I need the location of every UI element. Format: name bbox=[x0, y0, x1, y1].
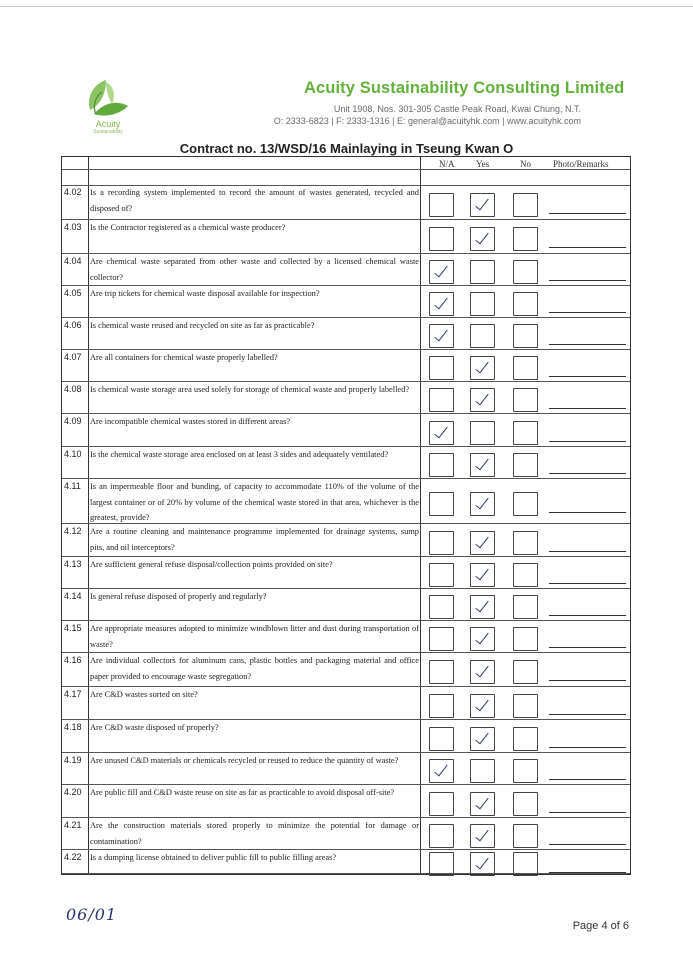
checkbox-yes[interactable] bbox=[470, 759, 495, 783]
remarks-line bbox=[549, 779, 626, 780]
checkbox-yes[interactable] bbox=[470, 563, 495, 587]
company-contact: O: 2333-6823 | F: 2333-1316 | E: general@acuityhk.com | www.acuityhk.com bbox=[273, 116, 581, 126]
checkbox-no[interactable] bbox=[513, 759, 538, 783]
column-header-remarks: Photo/Remarks bbox=[553, 159, 609, 169]
table-row bbox=[62, 447, 630, 479]
row-number: 4.02 bbox=[64, 187, 82, 197]
checkbox-na[interactable] bbox=[429, 492, 454, 516]
remarks-line bbox=[549, 680, 626, 681]
checkbox-no[interactable] bbox=[513, 227, 538, 251]
row-number: 4.14 bbox=[64, 591, 82, 601]
row-number: 4.06 bbox=[64, 320, 82, 330]
remarks-line bbox=[549, 512, 626, 513]
checkbox-no[interactable] bbox=[513, 694, 538, 718]
row-question: Are all containers for chemical waste properly labelled? bbox=[90, 353, 278, 362]
checkbox-na[interactable] bbox=[429, 193, 454, 217]
table-row bbox=[62, 850, 630, 874]
checkbox-no[interactable] bbox=[513, 260, 538, 284]
checkbox-yes[interactable] bbox=[470, 660, 495, 684]
checkbox-na[interactable] bbox=[429, 421, 454, 445]
remarks-line bbox=[549, 312, 626, 313]
row-number: 4.13 bbox=[64, 559, 82, 569]
remarks-line bbox=[549, 408, 626, 409]
checkbox-no[interactable] bbox=[513, 324, 538, 348]
checkbox-no[interactable] bbox=[513, 453, 538, 477]
checkbox-no[interactable] bbox=[513, 356, 538, 380]
table-row bbox=[62, 382, 630, 414]
column-header-no: No bbox=[520, 159, 531, 169]
logo-wordmark bbox=[80, 119, 136, 135]
row-question: Are a routine cleaning and maintenance programme implemented for drainage systems, sump pits, and oil interceptors? bbox=[90, 527, 419, 552]
row-divider bbox=[62, 873, 630, 874]
row-question: Is an impermeable floor and bunding, of capacity to accommodate 110% of the volume of the largest container or of 20% by volume of the chemical waste stored in that area, whichever is the greatest, provide? bbox=[90, 482, 419, 522]
table-row bbox=[62, 220, 630, 254]
checkbox-yes[interactable] bbox=[470, 193, 495, 217]
row-question: Are chemical waste separated from other waste and collected by a licensed chemical waste collector? bbox=[90, 257, 419, 282]
table-row bbox=[62, 621, 630, 653]
row-question: Is a dumping license obtained to deliver public fill to public filling areas? bbox=[90, 853, 337, 862]
checkbox-na[interactable] bbox=[429, 453, 454, 477]
table-row bbox=[62, 753, 630, 785]
row-question: Are trip tickets for chemical waste disposal available for inspection? bbox=[90, 289, 320, 298]
checklist-table bbox=[61, 156, 631, 875]
row-number: 4.05 bbox=[64, 288, 82, 298]
remarks-line bbox=[549, 714, 626, 715]
checkbox-no[interactable] bbox=[513, 727, 538, 751]
checkbox-no[interactable] bbox=[513, 492, 538, 516]
handwritten-date: 06/01 bbox=[66, 905, 118, 924]
remarks-line bbox=[549, 376, 626, 377]
row-question: Is chemical waste reused and recycled on site as far as practicable? bbox=[90, 321, 315, 330]
remarks-line bbox=[549, 344, 626, 345]
checkbox-yes[interactable] bbox=[470, 694, 495, 718]
header-divider bbox=[62, 169, 630, 170]
row-question: Are appropriate measures adopted to minimize windblown litter and dust during transportation of waste? bbox=[90, 624, 419, 649]
remarks-line bbox=[549, 280, 626, 281]
row-question: Are incompatible chemical wastes stored in different areas? bbox=[90, 417, 291, 426]
checkbox-yes[interactable] bbox=[470, 727, 495, 751]
checkbox-yes[interactable] bbox=[470, 292, 495, 316]
row-question: Is chemical waste storage area used solely for storage of chemical waste and properly labelled? bbox=[90, 385, 410, 394]
checkbox-na[interactable] bbox=[429, 792, 454, 816]
table-row bbox=[62, 286, 630, 318]
row-number: 4.15 bbox=[64, 623, 82, 633]
row-number: 4.19 bbox=[64, 755, 82, 765]
row-number: 4.21 bbox=[64, 820, 82, 830]
row-question: Are C&D waste disposed of properly? bbox=[90, 723, 219, 732]
checkbox-no[interactable] bbox=[513, 627, 538, 651]
table-row bbox=[62, 720, 630, 753]
remarks-line bbox=[549, 473, 626, 474]
checkbox-no[interactable] bbox=[513, 292, 538, 316]
remarks-line bbox=[549, 615, 626, 616]
checkbox-na[interactable] bbox=[429, 324, 454, 348]
table-row bbox=[62, 785, 630, 818]
company-name: Acuity Sustainability Consulting Limited bbox=[304, 79, 625, 97]
row-question: Are public fill and C&D waste reuse on site as far as practicable to avoid disposal off-site? bbox=[90, 788, 395, 797]
row-number: 4.16 bbox=[64, 655, 82, 665]
table-row bbox=[62, 414, 630, 447]
checkbox-no[interactable] bbox=[513, 792, 538, 816]
row-number: 4.04 bbox=[64, 256, 82, 266]
checkbox-no[interactable] bbox=[513, 421, 538, 445]
checkbox-no[interactable] bbox=[513, 595, 538, 619]
row-number: 4.17 bbox=[64, 689, 82, 699]
checkbox-yes[interactable] bbox=[470, 824, 495, 848]
row-number: 4.22 bbox=[64, 852, 82, 862]
checkbox-yes[interactable] bbox=[470, 792, 495, 816]
remarks-line bbox=[549, 812, 626, 813]
row-number: 4.09 bbox=[64, 416, 82, 426]
checkbox-na[interactable] bbox=[429, 727, 454, 751]
row-question: Is the chemical waste storage area enclosed on at least 3 sides and adequately ventilated? bbox=[90, 450, 389, 459]
row-question: Is a recording system implemented to record the amount of wastes generated, recycled and disposed of? bbox=[90, 188, 419, 213]
row-number: 4.11 bbox=[64, 481, 81, 491]
checkbox-na[interactable] bbox=[429, 531, 454, 555]
checkbox-na[interactable] bbox=[429, 227, 454, 251]
checkbox-na[interactable] bbox=[429, 260, 454, 284]
checkbox-no[interactable] bbox=[513, 563, 538, 587]
checkbox-na[interactable] bbox=[429, 388, 454, 412]
checkbox-na[interactable] bbox=[429, 356, 454, 380]
row-question: Are sufficient general refuse disposal/collection points provided on site? bbox=[90, 560, 333, 569]
checkbox-yes[interactable] bbox=[470, 260, 495, 284]
checkbox-no[interactable] bbox=[513, 388, 538, 412]
page-number: Page 4 of 6 bbox=[572, 920, 629, 932]
remarks-line bbox=[549, 747, 626, 748]
remarks-line bbox=[549, 441, 626, 442]
remarks-line bbox=[549, 647, 626, 648]
checkbox-na[interactable] bbox=[429, 660, 454, 684]
row-number: 4.18 bbox=[64, 722, 82, 732]
checkbox-yes[interactable] bbox=[470, 421, 495, 445]
row-question: Are individual collectors for aluminum cans, plastic bottles and packaging material and office paper provided to encourage waste segregation? bbox=[90, 656, 419, 681]
checkbox-yes[interactable] bbox=[470, 595, 495, 619]
table-row bbox=[62, 524, 630, 557]
remarks-line bbox=[549, 247, 626, 248]
table-row bbox=[62, 653, 630, 687]
remarks-line bbox=[549, 844, 626, 845]
row-number: 4.07 bbox=[64, 352, 82, 362]
checkbox-yes[interactable] bbox=[470, 531, 495, 555]
row-number: 4.12 bbox=[64, 526, 82, 536]
table-row bbox=[62, 254, 630, 286]
checkbox-na[interactable] bbox=[429, 563, 454, 587]
row-question: Is the Contractor registered as a chemical waste producer? bbox=[90, 223, 286, 232]
logo-subtext: Sustainability bbox=[93, 129, 123, 135]
scan-edge-line bbox=[0, 6, 693, 7]
checkbox-yes[interactable] bbox=[470, 388, 495, 412]
contract-title: Contract no. 13/WSD/16 Mainlaying in Tseung Kwan O bbox=[179, 141, 514, 156]
row-question: Are C&D wastes sorted on site? bbox=[90, 690, 198, 699]
row-number: 4.08 bbox=[64, 384, 82, 394]
row-question: Are the construction materials stored properly to minimize the potential for damage or contamination? bbox=[90, 821, 419, 846]
table-row bbox=[62, 350, 630, 382]
company-address: Unit 1908, Nos. 301-305 Castle Peak Road, Kwai Chung, N.T. bbox=[333, 104, 581, 114]
checkbox-na[interactable] bbox=[429, 595, 454, 619]
checkbox-yes[interactable] bbox=[470, 324, 495, 348]
checkbox-yes[interactable] bbox=[470, 492, 495, 516]
checkbox-no[interactable] bbox=[513, 824, 538, 848]
checkbox-na[interactable] bbox=[429, 694, 454, 718]
row-number: 4.20 bbox=[64, 787, 82, 797]
logo-text: Acuity bbox=[95, 119, 121, 129]
row-number: 4.10 bbox=[64, 449, 82, 459]
checkbox-yes[interactable] bbox=[470, 453, 495, 477]
checkbox-no[interactable] bbox=[513, 660, 538, 684]
row-question: Is general refuse disposed of properly and regularly? bbox=[90, 592, 267, 601]
table-row bbox=[62, 479, 630, 524]
table-row bbox=[62, 818, 630, 850]
checkbox-na[interactable] bbox=[429, 292, 454, 316]
table-row bbox=[62, 589, 630, 621]
column-header-yes: Yes bbox=[476, 159, 490, 169]
table-row bbox=[62, 185, 630, 220]
remarks-line bbox=[549, 213, 626, 214]
row-number: 4.03 bbox=[64, 222, 82, 232]
table-row bbox=[62, 318, 630, 350]
remarks-line bbox=[549, 551, 626, 552]
row-question: Are unused C&D materials or chemicals recycled or reused to reduce the quantity of waste? bbox=[90, 756, 399, 765]
checkbox-no[interactable] bbox=[513, 193, 538, 217]
checkbox-yes[interactable] bbox=[470, 227, 495, 251]
table-row bbox=[62, 557, 630, 589]
checkbox-yes[interactable] bbox=[470, 627, 495, 651]
checkbox-na[interactable] bbox=[429, 759, 454, 783]
checkbox-yes[interactable] bbox=[470, 356, 495, 380]
remarks-line bbox=[549, 583, 626, 584]
column-header-na: N/A bbox=[439, 159, 455, 169]
checkbox-na[interactable] bbox=[429, 824, 454, 848]
checkbox-na[interactable] bbox=[429, 627, 454, 651]
checkbox-no[interactable] bbox=[513, 531, 538, 555]
table-row bbox=[62, 687, 630, 720]
